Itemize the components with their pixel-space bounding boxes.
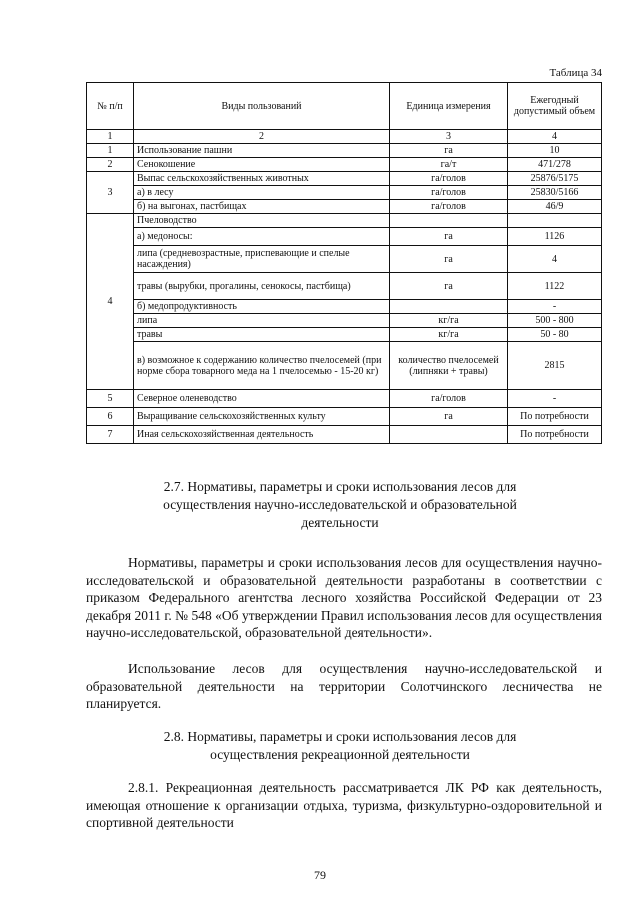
cell-type: Выпас сельскохозяйственных животных [134,172,390,186]
table-row [87,158,602,172]
header-unit: Единица измерения [390,83,508,130]
cell-volume: 1122 [508,273,602,300]
cell-type: Пчеловодство [134,214,390,228]
section-2-8-heading [90,728,590,764]
colnum: 2 [134,130,390,144]
cell-unit: га [390,408,508,426]
cell-type: Иная сельскохозяйственная деятельность [134,426,390,444]
cell-type: а) медоносы: [134,228,390,246]
cell-num: 5 [87,390,134,408]
forest-use-table [86,82,602,444]
cell-type: Использование пашни [134,144,390,158]
table-row [87,390,602,408]
cell-volume: 500 - 800 [508,314,602,328]
cell-unit [390,426,508,444]
cell-volume: По потребности [508,426,602,444]
section-2-7-paragraph-1 [86,554,602,642]
page-number: 79 [314,868,326,882]
cell-volume: 2815 [508,342,602,390]
cell-type: Выращивание сельскохозяйственных культу [134,408,390,426]
table-row [87,172,602,186]
cell-volume: - [508,390,602,408]
cell-unit: га/голов [390,390,508,408]
cell-num: 6 [87,408,134,426]
table-row [87,328,602,342]
table-row [87,300,602,314]
cell-volume: 25830/5166 [508,186,602,200]
table-row [87,186,602,200]
cell-unit: га [390,144,508,158]
table-row [87,200,602,214]
cell-num: 2 [87,158,134,172]
paragraph-text: 2.8.1. Рекреационная деятельность рассматривается ЛК РФ как деятельность, имеющая отношение к организации отдыха, туризма, физкультурно-оздоровительной и спортивной деятельности [86,780,602,830]
cell-volume: По потребности [508,408,602,426]
table-row [87,228,602,246]
cell-num: 4 [87,214,134,390]
cell-num: 7 [87,426,134,444]
cell-volume: 4 [508,246,602,273]
heading-line: 2.7. Нормативы, параметры и сроки использования лесов для [163,479,517,494]
colnum: 3 [390,130,508,144]
cell-volume: 10 [508,144,602,158]
table-row [87,314,602,328]
cell-unit: кг/га [390,314,508,328]
paragraph-text: Использование лесов для осуществления научно-исследовательской и образовательной деятельности на территории Солотчинского лесничества не планируется. [86,661,602,711]
cell-volume: 50 - 80 [508,328,602,342]
cell-type: Северное оленеводство [134,390,390,408]
table-row [87,342,602,390]
cell-num: 3 [87,172,134,214]
cell-unit: кг/га [390,328,508,342]
section-2-8-paragraph-1 [86,779,602,832]
cell-type: липа [134,314,390,328]
cell-unit: количество пчелосемей (липняки + травы) [390,342,508,390]
table-caption: Таблица 34 [549,67,602,79]
cell-unit: га/т [390,158,508,172]
cell-unit [390,214,508,228]
cell-volume: - [508,300,602,314]
cell-type: б) медопродуктивность [134,300,390,314]
cell-unit: га [390,228,508,246]
cell-unit: га [390,273,508,300]
cell-unit [390,300,508,314]
section-2-7-heading [90,478,590,532]
cell-type: травы [134,328,390,342]
cell-unit: га/голов [390,200,508,214]
table-row [87,144,602,158]
table-row [87,408,602,426]
table-row [87,273,602,300]
section-2-7-paragraph-2 [86,660,602,713]
heading-line: деятельности [301,515,379,530]
heading-line: 2.8. Нормативы, параметры и сроки использования лесов для [163,729,517,744]
cell-volume: 25876/5175 [508,172,602,186]
header-type: Виды пользований [134,83,390,130]
heading-line: осуществления рекреационной деятельности [210,747,470,762]
cell-type: липа (средневозрастные, приспевающие и спелые насаждения) [134,246,390,273]
cell-volume: 46/9 [508,200,602,214]
cell-volume: 1126 [508,228,602,246]
cell-num: 1 [87,144,134,158]
table-row [87,246,602,273]
cell-type: а) в лесу [134,186,390,200]
colnum: 4 [508,130,602,144]
table-header-row [87,83,602,130]
cell-volume: 471/278 [508,158,602,172]
cell-type: в) возможное к содержанию количество пчелосемей (при норме сбора товарного меда на 1 пчелосемью - 15-20 кг) [134,342,390,390]
cell-type: Сенокошение [134,158,390,172]
table-row [87,214,602,228]
header-volume: Ежегодный допустимый объем [508,83,602,130]
cell-unit: га [390,246,508,273]
heading-line: осуществления научно-исследовательской и образовательной [163,497,517,512]
cell-unit: га/голов [390,172,508,186]
cell-unit: га/голов [390,186,508,200]
colnum: 1 [87,130,134,144]
column-number-row [87,130,602,144]
cell-type: травы (вырубки, прогалины, сенокосы, пастбища) [134,273,390,300]
cell-type: б) на выгонах, пастбищах [134,200,390,214]
paragraph-text: Нормативы, параметры и сроки использования лесов для осуществления научно-исследовательской и образовательной деятельности разработаны в соответствии с приказом Федерального агентства лесного хозяйства Российской Федерации от 23 декабря 2011 г. № 548 «Об утверждении Правил использования лесов для осуществления научно-исследовательской, образовательной деятельности». [86,555,602,640]
cell-volume [508,214,602,228]
header-num: № п/п [87,83,134,130]
table-row [87,426,602,444]
